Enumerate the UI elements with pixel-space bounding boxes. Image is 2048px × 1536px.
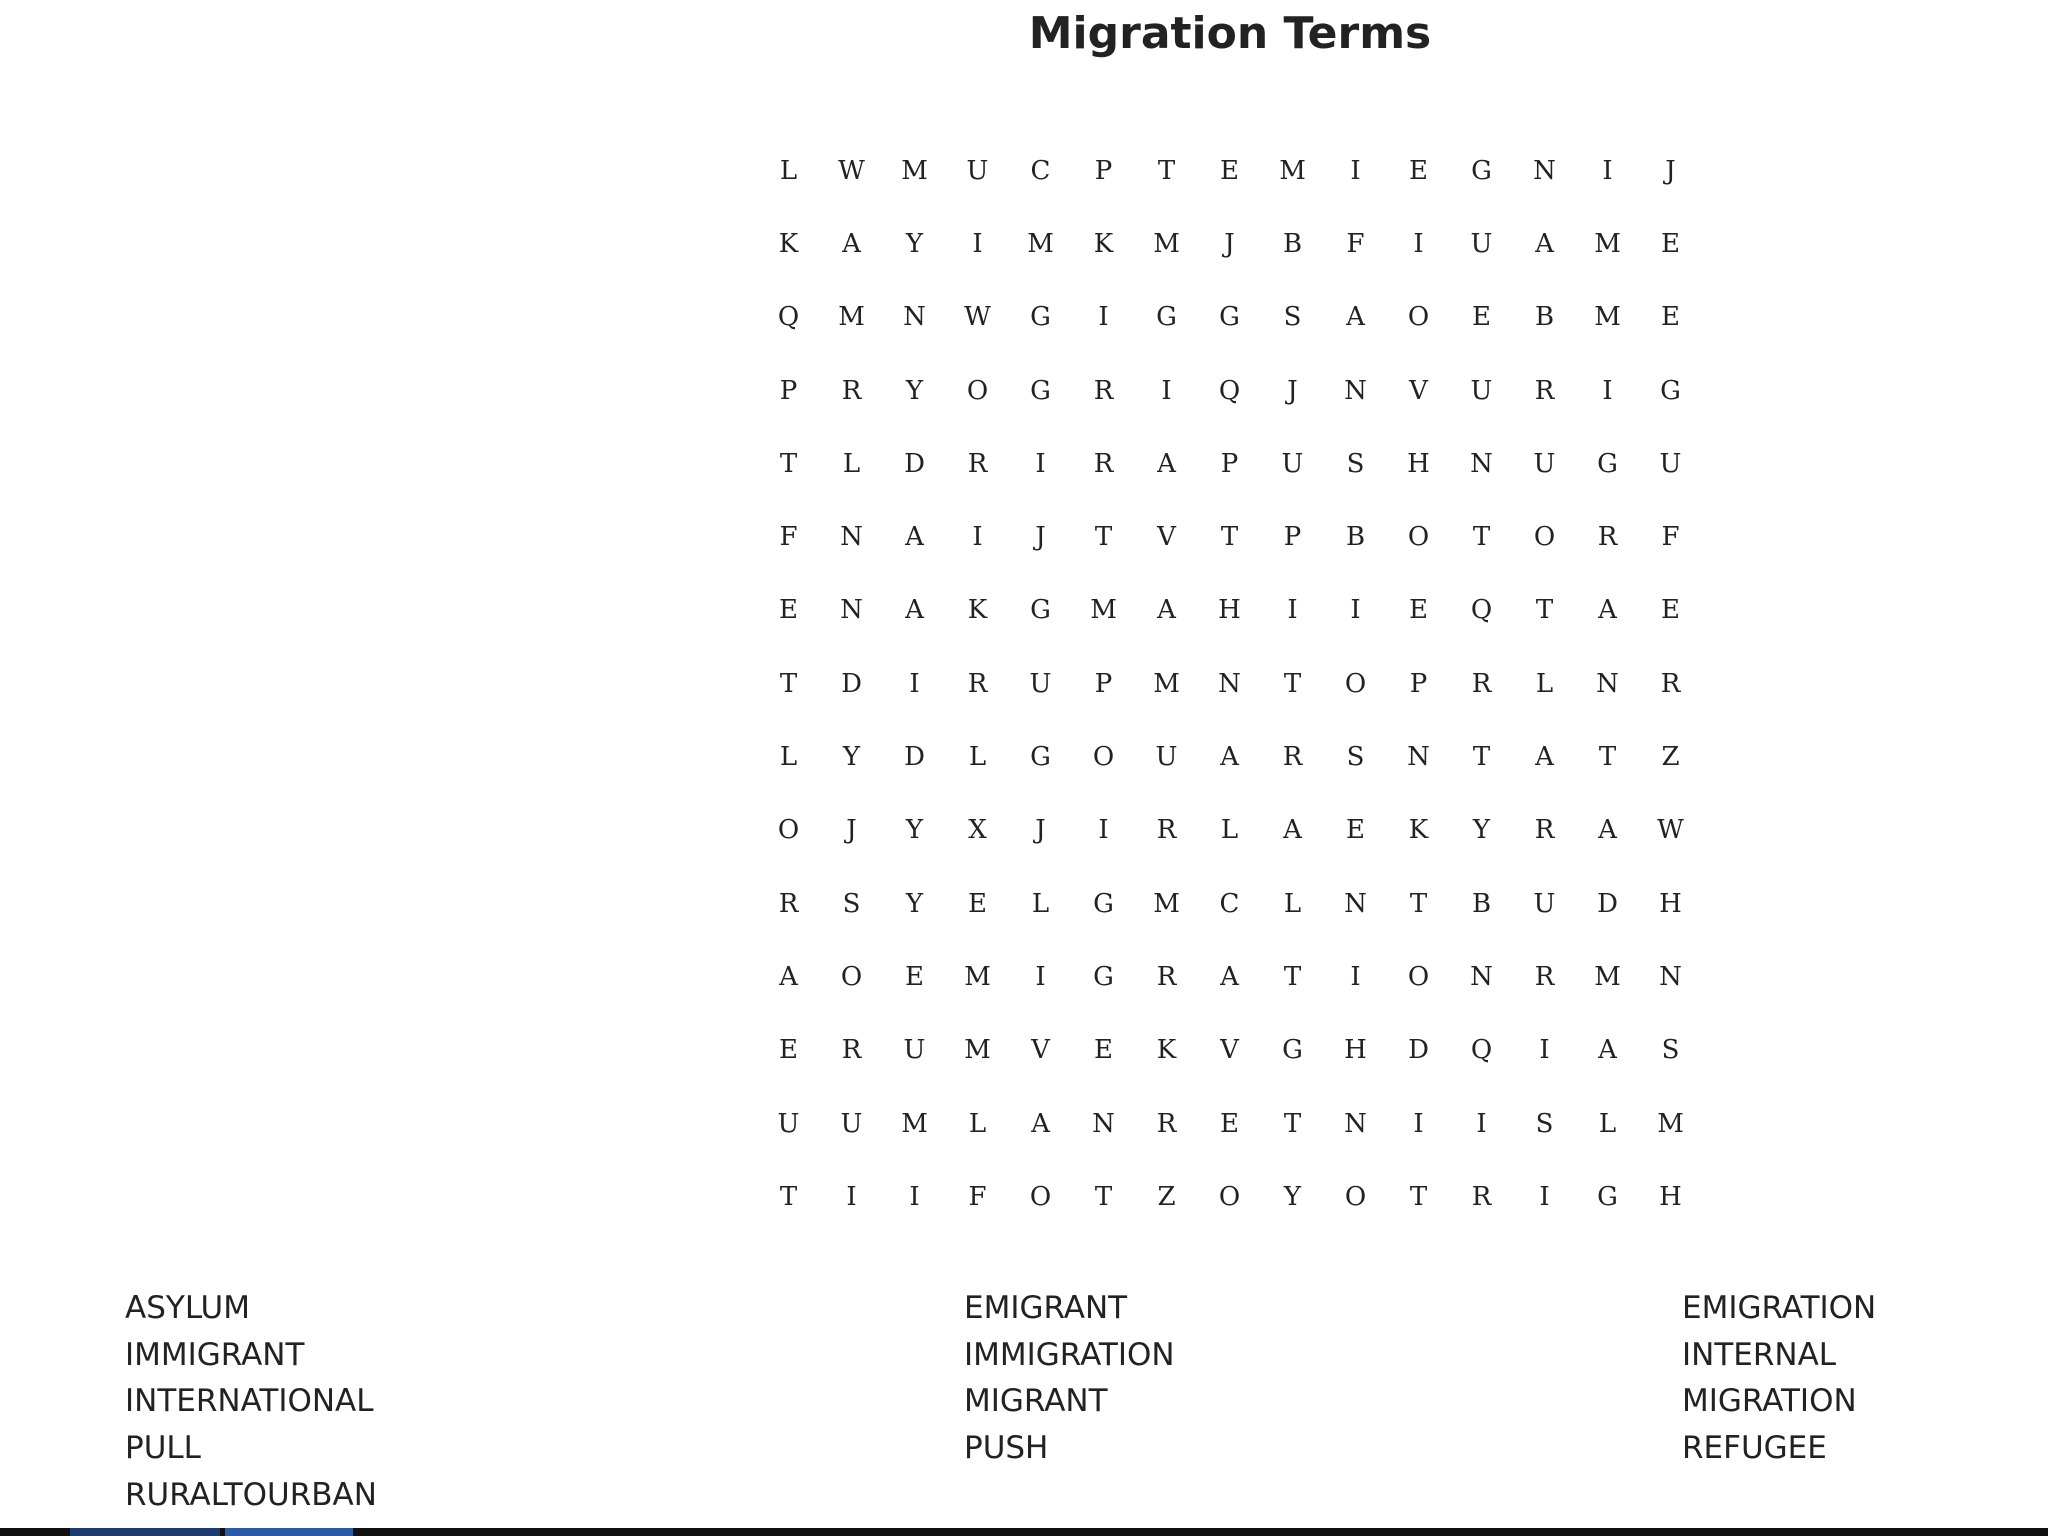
grid-letter: L: [968, 1108, 987, 1139]
grid-letter: M: [1090, 595, 1117, 626]
grid-letter: A: [1220, 742, 1239, 773]
word-item: INTERNAL: [1682, 1336, 1837, 1373]
grid-letter: S: [1346, 448, 1365, 479]
grid-row: [757, 574, 1702, 647]
grid-letter: J: [1035, 815, 1046, 846]
grid-letter: J: [1287, 375, 1298, 406]
grid-letter: N: [1344, 375, 1367, 406]
grid-letter: H: [1659, 1181, 1682, 1212]
grid-row: [757, 1087, 1702, 1160]
grid-letter: A: [1598, 815, 1617, 846]
grid-letter: A: [1220, 961, 1239, 992]
grid-letter: Y: [905, 815, 924, 846]
word-item: EMIGRATION: [1682, 1290, 1877, 1326]
grid-letter: A: [1535, 742, 1554, 773]
grid-letter: I: [846, 1181, 857, 1212]
grid-letter: I: [1413, 1108, 1424, 1139]
word-item: PUSH: [964, 1430, 1049, 1467]
grid-letter: G: [1597, 448, 1618, 479]
grid-letter: I: [1098, 815, 1109, 846]
grid-letter: L: [779, 155, 798, 186]
word-item: INTERNATIONAL: [125, 1383, 374, 1420]
word-item: IMMIGRANT: [125, 1336, 305, 1373]
word-column: [125, 1285, 377, 1519]
grid-letter: Y: [1472, 815, 1491, 846]
grid-letter: R: [1471, 668, 1492, 699]
grid-letter: Z: [1157, 1181, 1176, 1212]
grid-letter: I: [1602, 155, 1613, 186]
grid-letter: U: [1533, 448, 1556, 479]
grid-letter: V: [1220, 1035, 1239, 1066]
grid-letter: E: [1220, 155, 1239, 186]
grid-letter: D: [1597, 888, 1618, 919]
grid-letter: Y: [842, 742, 861, 773]
word-column: [1682, 1285, 1876, 1472]
grid-letter: A: [1598, 1035, 1617, 1066]
grid-letter: G: [1030, 375, 1051, 406]
grid-row: [757, 500, 1702, 573]
grid-letter: U: [903, 1035, 926, 1066]
grid-letter: L: [1283, 888, 1302, 919]
grid-letter: B: [1534, 302, 1555, 333]
grid-letter: R: [1156, 1108, 1177, 1139]
grid-letter: A: [779, 961, 798, 992]
grid-row: [757, 134, 1702, 207]
grid-letter: D: [904, 742, 925, 773]
grid-letter: E: [1220, 1108, 1239, 1139]
grid-letter: T: [1283, 961, 1302, 992]
grid-letter: U: [1659, 448, 1682, 479]
grid-letter: H: [1344, 1035, 1367, 1066]
grid-letter: X: [968, 815, 987, 846]
grid-letter: R: [1597, 522, 1618, 553]
grid-letter: L: [1535, 668, 1554, 699]
grid-letter: U: [777, 1108, 800, 1139]
grid-letter: V: [1031, 1035, 1050, 1066]
grid-letter: A: [1535, 228, 1554, 259]
grid-letter: T: [1157, 155, 1176, 186]
word-item: MIGRATION: [1682, 1383, 1857, 1420]
grid-letter: K: [1093, 228, 1114, 259]
grid-letter: M: [1594, 302, 1621, 333]
taskbar-segment: [225, 1528, 353, 1536]
grid-letter: H: [1218, 595, 1241, 626]
grid-letter: A: [1283, 815, 1302, 846]
grid-letter: U: [1155, 742, 1178, 773]
grid-letter: R: [1534, 375, 1555, 406]
grid-letter: T: [779, 668, 798, 699]
grid-letter: I: [1539, 1035, 1550, 1066]
grid-letter: G: [1156, 302, 1177, 333]
grid-letter: N: [1092, 1108, 1115, 1139]
grid-letter: F: [1346, 228, 1365, 259]
grid-letter: T: [1283, 668, 1302, 699]
grid-letter: S: [842, 888, 861, 919]
grid-letter: R: [1471, 1181, 1492, 1212]
grid-letter: K: [1156, 1035, 1177, 1066]
grid-letter: E: [905, 961, 924, 992]
word-column: [964, 1285, 1175, 1472]
grid-letter: M: [1027, 228, 1054, 259]
grid-letter: M: [1279, 155, 1306, 186]
grid-letter: M: [1153, 668, 1180, 699]
grid-letter: F: [1661, 522, 1680, 553]
grid-letter: Y: [1283, 1181, 1302, 1212]
grid-letter: E: [1472, 302, 1491, 333]
grid-letter: A: [905, 522, 924, 553]
letter-grid: [757, 134, 1702, 1233]
grid-letter: U: [1281, 448, 1304, 479]
grid-letter: L: [968, 742, 987, 773]
grid-letter: R: [1093, 448, 1114, 479]
grid-letter: T: [1409, 888, 1428, 919]
grid-letter: D: [841, 668, 862, 699]
grid-letter: P: [1220, 448, 1239, 479]
grid-letter: P: [1094, 155, 1113, 186]
grid-letter: N: [1344, 888, 1367, 919]
grid-letter: I: [1161, 375, 1172, 406]
grid-letter: O: [1407, 961, 1430, 992]
grid-letter: N: [1470, 961, 1493, 992]
grid-letter: T: [1094, 522, 1113, 553]
grid-letter: M: [901, 155, 928, 186]
grid-letter: T: [779, 448, 798, 479]
word-item: ASYLUM: [125, 1290, 250, 1326]
grid-letter: I: [1350, 961, 1361, 992]
grid-letter: M: [901, 1108, 928, 1139]
grid-letter: M: [964, 1035, 991, 1066]
grid-letter: T: [1535, 595, 1554, 626]
grid-letter: B: [1282, 228, 1303, 259]
grid-letter: O: [1407, 302, 1430, 333]
grid-letter: I: [1350, 155, 1361, 186]
grid-letter: N: [840, 595, 863, 626]
grid-letter: G: [1093, 961, 1114, 992]
grid-letter: D: [1408, 1035, 1429, 1066]
grid-row: [757, 354, 1702, 427]
grid-letter: N: [1596, 668, 1619, 699]
grid-letter: U: [1470, 375, 1493, 406]
grid-letter: N: [840, 522, 863, 553]
grid-letter: K: [1408, 815, 1429, 846]
grid-letter: T: [779, 1181, 798, 1212]
grid-letter: E: [1661, 228, 1680, 259]
grid-letter: R: [1660, 668, 1681, 699]
grid-letter: M: [1153, 888, 1180, 919]
grid-letter: G: [1030, 595, 1051, 626]
grid-letter: I: [1098, 302, 1109, 333]
grid-letter: L: [842, 448, 861, 479]
grid-letter: O: [777, 815, 800, 846]
grid-letter: F: [968, 1181, 987, 1212]
grid-letter: A: [1346, 302, 1365, 333]
grid-letter: O: [1533, 522, 1556, 553]
grid-letter: I: [1602, 375, 1613, 406]
grid-row: [757, 794, 1702, 867]
grid-row: [757, 281, 1702, 354]
grid-letter: N: [1659, 961, 1682, 992]
grid-letter: N: [1218, 668, 1241, 699]
grid-letter: M: [1657, 1108, 1684, 1139]
grid-letter: E: [1661, 595, 1680, 626]
grid-letter: U: [840, 1108, 863, 1139]
grid-row: [757, 207, 1702, 280]
grid-letter: Z: [1661, 742, 1680, 773]
grid-letter: Y: [905, 375, 924, 406]
grid-letter: I: [1539, 1181, 1550, 1212]
grid-letter: R: [1156, 815, 1177, 846]
grid-letter: N: [1533, 155, 1556, 186]
grid-letter: W: [1657, 815, 1684, 846]
grid-letter: G: [1597, 1181, 1618, 1212]
grid-letter: O: [1218, 1181, 1241, 1212]
grid-letter: I: [1413, 228, 1424, 259]
grid-letter: H: [1407, 448, 1430, 479]
grid-row: [757, 940, 1702, 1013]
grid-letter: W: [838, 155, 865, 186]
grid-letter: A: [842, 228, 861, 259]
grid-letter: E: [1661, 302, 1680, 333]
grid-letter: G: [1660, 375, 1681, 406]
grid-letter: S: [1661, 1035, 1680, 1066]
grid-letter: L: [1220, 815, 1239, 846]
grid-letter: E: [779, 1035, 798, 1066]
grid-letter: U: [1470, 228, 1493, 259]
grid-letter: D: [904, 448, 925, 479]
grid-letter: K: [778, 228, 799, 259]
grid-letter: I: [1035, 448, 1046, 479]
word-item: MIGRANT: [964, 1383, 1108, 1420]
grid-letter: L: [779, 742, 798, 773]
grid-letter: R: [1282, 742, 1303, 773]
grid-letter: N: [1407, 742, 1430, 773]
grid-letter: B: [1345, 522, 1366, 553]
grid-letter: U: [1533, 888, 1556, 919]
grid-letter: Q: [1470, 595, 1493, 626]
grid-letter: E: [1346, 815, 1365, 846]
grid-letter: B: [1471, 888, 1492, 919]
grid-letter: N: [1470, 448, 1493, 479]
grid-letter: V: [1409, 375, 1428, 406]
grid-letter: M: [964, 961, 991, 992]
grid-letter: O: [1344, 668, 1367, 699]
word-list: [0, 1285, 2048, 1525]
page-title: Migration Terms: [1028, 8, 1432, 59]
grid-letter: R: [1534, 815, 1555, 846]
grid-letter: R: [1156, 961, 1177, 992]
grid-letter: P: [779, 375, 798, 406]
grid-letter: U: [966, 155, 989, 186]
grid-letter: I: [972, 522, 983, 553]
grid-letter: R: [1093, 375, 1114, 406]
grid-letter: L: [1031, 888, 1050, 919]
grid-row: [757, 720, 1702, 793]
grid-letter: T: [1283, 1108, 1302, 1139]
word-item: RURALTOURBAN: [125, 1476, 377, 1513]
grid-letter: R: [967, 448, 988, 479]
grid-letter: E: [968, 888, 987, 919]
grid-letter: R: [841, 1035, 862, 1066]
grid-letter: T: [1472, 522, 1491, 553]
bottom-bar: [0, 1528, 2048, 1536]
grid-letter: I: [909, 668, 920, 699]
grid-letter: T: [1220, 522, 1239, 553]
grid-letter: A: [1031, 1108, 1050, 1139]
grid-letter: Y: [905, 228, 924, 259]
grid-letter: E: [1409, 155, 1428, 186]
grid-letter: O: [1344, 1181, 1367, 1212]
grid-letter: R: [778, 888, 799, 919]
grid-letter: F: [779, 522, 798, 553]
grid-letter: A: [905, 595, 924, 626]
grid-letter: E: [779, 595, 798, 626]
grid-letter: R: [967, 668, 988, 699]
grid-letter: G: [1030, 302, 1051, 333]
grid-letter: C: [1219, 888, 1240, 919]
grid-row: [757, 427, 1702, 500]
grid-letter: I: [909, 1181, 920, 1212]
grid-letter: G: [1282, 1035, 1303, 1066]
grid-letter: T: [1598, 742, 1617, 773]
grid-letter: W: [964, 302, 991, 333]
grid-letter: T: [1472, 742, 1491, 773]
grid-letter: S: [1346, 742, 1365, 773]
grid-letter: M: [1594, 228, 1621, 259]
word-item: PULL: [125, 1430, 201, 1467]
grid-letter: G: [1093, 888, 1114, 919]
grid-letter: R: [1534, 961, 1555, 992]
grid-letter: A: [1157, 448, 1176, 479]
grid-letter: H: [1659, 888, 1682, 919]
grid-letter: C: [1030, 155, 1051, 186]
grid-row: [757, 1014, 1702, 1087]
grid-letter: I: [1350, 595, 1361, 626]
grid-letter: P: [1094, 668, 1113, 699]
taskbar-segment: [70, 1528, 220, 1536]
grid-letter: S: [1535, 1108, 1554, 1139]
grid-letter: Q: [1218, 375, 1241, 406]
grid-letter: M: [1594, 961, 1621, 992]
grid-letter: M: [1153, 228, 1180, 259]
grid-letter: J: [1035, 522, 1046, 553]
grid-letter: T: [1094, 1181, 1113, 1212]
grid-letter: G: [1471, 155, 1492, 186]
word-item: EMIGRANT: [964, 1290, 1128, 1326]
grid-letter: A: [1598, 595, 1617, 626]
grid-letter: Y: [905, 888, 924, 919]
grid-letter: P: [1409, 668, 1428, 699]
grid-letter: P: [1283, 522, 1302, 553]
grid-row: [757, 867, 1702, 940]
grid-letter: I: [1476, 1108, 1487, 1139]
grid-row: [757, 647, 1702, 720]
grid-letter: K: [967, 595, 988, 626]
word-item: IMMIGRATION: [964, 1336, 1175, 1373]
grid-letter: Q: [777, 302, 800, 333]
grid-letter: U: [1029, 668, 1052, 699]
grid-letter: O: [966, 375, 989, 406]
grid-letter: N: [1344, 1108, 1367, 1139]
grid-letter: G: [1219, 302, 1240, 333]
grid-letter: A: [1157, 595, 1176, 626]
grid-letter: L: [1598, 1108, 1617, 1139]
grid-letter: V: [1157, 522, 1176, 553]
grid-letter: E: [1094, 1035, 1113, 1066]
word-item: REFUGEE: [1682, 1430, 1827, 1467]
grid-letter: J: [1665, 155, 1676, 186]
grid-letter: S: [1283, 302, 1302, 333]
grid-letter: J: [846, 815, 857, 846]
grid-letter: O: [840, 961, 863, 992]
grid-letter: M: [838, 302, 865, 333]
grid-letter: T: [1409, 1181, 1428, 1212]
grid-letter: J: [1224, 228, 1235, 259]
grid-letter: I: [1287, 595, 1298, 626]
grid-letter: E: [1409, 595, 1428, 626]
grid-letter: O: [1092, 742, 1115, 773]
grid-letter: R: [841, 375, 862, 406]
grid-letter: G: [1030, 742, 1051, 773]
grid-letter: I: [1035, 961, 1046, 992]
grid-letter: I: [972, 228, 983, 259]
grid-letter: O: [1407, 522, 1430, 553]
grid-letter: O: [1029, 1181, 1052, 1212]
grid-row: [757, 1160, 1702, 1233]
grid-letter: N: [903, 302, 926, 333]
grid-letter: Q: [1470, 1035, 1493, 1066]
